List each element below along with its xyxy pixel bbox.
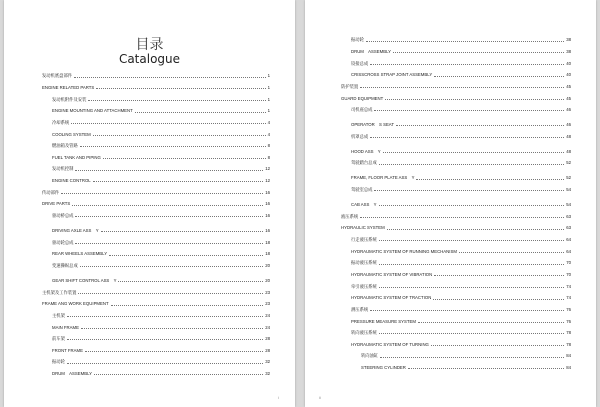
toc-entry-page: 70: [566, 260, 571, 266]
toc-entry[interactable]: [341, 266, 571, 278]
toc-entry-label: 牵引液压系统: [351, 283, 377, 289]
toc-leader-dots: [96, 88, 265, 89]
toc-entry[interactable]: [42, 295, 270, 307]
toc-entry-page: 24: [265, 312, 270, 318]
toc-entry[interactable]: [341, 359, 571, 371]
toc-list-right: [341, 31, 571, 370]
toc-entry-label: 铰接总成: [351, 60, 369, 66]
toc-leader-dots: [380, 357, 564, 358]
toc-leader-dots: [85, 351, 263, 352]
toc-leader-dots: [81, 328, 263, 329]
toc-entry-page: 63: [566, 213, 571, 219]
toc-leader-dots: [67, 363, 263, 364]
toc-entry-label: OPERATOR S SEAT: [351, 122, 394, 128]
toc-leader-dots: [459, 252, 564, 253]
toc-leader-dots: [416, 179, 564, 180]
toc-entry-label: 测压系统: [351, 306, 369, 312]
toc-entry[interactable]: [42, 67, 270, 79]
toc-leader-dots: [103, 158, 266, 159]
toc-entry-page: 16: [265, 201, 270, 207]
toc-entry-page: 28: [265, 347, 270, 353]
toc-leader-dots: [396, 125, 564, 126]
toc-leader-dots: [72, 205, 263, 206]
toc-entry[interactable]: [341, 43, 571, 55]
toc-entry[interactable]: [341, 166, 571, 181]
toc-entry-label: COOLING SYSTEM: [52, 131, 91, 137]
toc-entry-page: 12: [265, 166, 270, 172]
toc-leader-dots: [379, 240, 564, 241]
toc-entry[interactable]: [42, 183, 270, 195]
toc-leader-dots: [93, 181, 264, 182]
toc-leader-dots: [88, 100, 265, 101]
toc-entry-label: 传动部件: [42, 189, 60, 195]
toc-leader-dots: [101, 231, 264, 232]
toc-leader-dots: [111, 305, 264, 306]
toc-entry[interactable]: [42, 257, 270, 269]
toc-entry-page: 54: [566, 187, 571, 193]
toc-leader-dots: [75, 170, 263, 171]
toc-entry-page: 64: [566, 237, 571, 243]
toc-entry[interactable]: [42, 353, 270, 365]
toc-entry-label: FRAME, FLOOR PLATE ASS Y: [351, 175, 415, 181]
toc-leader-dots: [71, 123, 265, 124]
toc-entry[interactable]: [341, 154, 571, 166]
toc-entry[interactable]: [42, 125, 270, 137]
toc-entry-page: 76: [566, 318, 571, 324]
toc-entry[interactable]: [341, 231, 571, 243]
toc-leader-dots: [366, 41, 564, 42]
toc-entry-label: 机罩总成: [351, 133, 369, 139]
toc-entry[interactable]: [341, 192, 571, 207]
toc-entry-label: REAR WHEELS ASSEMBLY: [52, 251, 108, 257]
toc-entry-label: 司机座总成: [351, 107, 373, 113]
toc-entry[interactable]: [341, 66, 571, 78]
toc-leader-dots: [393, 52, 564, 53]
toc-entry-page: 63: [566, 225, 571, 231]
toc-entry-label: DRUM ASSEMBLY: [351, 48, 392, 54]
toc-entry-page: 45: [566, 83, 571, 89]
toc-entry-label: 振动液压系统: [351, 260, 377, 266]
toc-entry[interactable]: [42, 330, 270, 342]
toc-leader-dots: [78, 293, 263, 294]
toc-entry-page: 23: [265, 301, 270, 307]
toc-entry[interactable]: [341, 254, 571, 266]
page-number-right: ii: [319, 396, 321, 400]
toc-entry[interactable]: [42, 218, 270, 233]
toc-entry-page: 16: [265, 189, 270, 195]
toc-entry-label: 前车架: [52, 336, 65, 342]
toc-entry-page: 1: [267, 73, 270, 79]
toc-entry[interactable]: [42, 233, 270, 245]
toc-entry-page: 38: [566, 48, 571, 54]
toc-entry[interactable]: [341, 101, 571, 113]
toc-entry[interactable]: [42, 268, 270, 283]
toc-entry[interactable]: [341, 324, 571, 336]
catalogue-title-en: Catalogue: [118, 52, 181, 66]
toc-entry[interactable]: [42, 160, 270, 172]
toc-leader-dots: [75, 243, 263, 244]
toc-entry-label: FRAME ANG WORK EQUIPMENT: [42, 301, 109, 307]
toc-entry-label: PRESSURE MEASURE SYSTEM: [351, 318, 416, 324]
toc-entry[interactable]: [42, 90, 270, 102]
toc-entry-page: 1: [267, 108, 270, 114]
toc-leader-dots: [434, 275, 564, 276]
toc-leader-dots: [374, 190, 564, 191]
toc-entry[interactable]: [341, 242, 571, 254]
toc-entry-page: 48: [566, 133, 571, 139]
toc-entry-label: DRIVING AXLE ASS Y: [52, 228, 99, 234]
toc-leader-dots: [94, 374, 263, 375]
toc-entry[interactable]: [42, 318, 270, 330]
toc-entry-label: HYDRAULIC SYSTEM: [341, 225, 385, 231]
toc-entry-page: 76: [566, 306, 571, 312]
toc-entry-label: 发动机底盘部件: [42, 73, 73, 79]
toc-entry[interactable]: [42, 283, 270, 295]
toc-leader-dots: [370, 64, 564, 65]
toc-entry-label: 行走液压系统: [351, 237, 377, 243]
toc-entry-page: 8: [267, 143, 270, 149]
toc-leader-dots: [387, 229, 565, 230]
toc-entry-label: MAIN FRAME: [52, 324, 79, 330]
toc-leader-dots: [434, 76, 564, 77]
toc-entry[interactable]: [341, 127, 571, 139]
toc-entry-page: 45: [566, 95, 571, 101]
toc-entry[interactable]: [341, 289, 571, 301]
toc-entry[interactable]: [42, 137, 270, 149]
toc-entry-label: FRONT FRAME: [52, 347, 83, 353]
toc-entry-page: 64: [566, 248, 571, 254]
toc-leader-dots: [360, 87, 564, 88]
toc-entry-label: GUARD EQUIPMENT: [341, 95, 384, 101]
toc-entry[interactable]: [341, 181, 571, 193]
toc-entry-label: 驾驶室总成: [351, 187, 373, 193]
toc-entry-label: CAB ASS Y: [351, 202, 377, 208]
toc-entry-label: 振动轮: [52, 359, 65, 365]
toc-entry-label: HYDRAUMATIC SYSTEM OF TRACTION: [351, 295, 432, 301]
toc-entry[interactable]: [42, 341, 270, 353]
toc-leader-dots: [433, 299, 564, 300]
toc-entry-label: HYDRAUMATIC SYSTEM OF VIBRATION: [351, 271, 433, 277]
toc-entry-page: 12: [265, 178, 270, 184]
toc-entry-label: 转向油缸: [361, 353, 379, 359]
toc-entry[interactable]: [42, 148, 270, 160]
toc-entry-label: 驱动轮总成: [52, 239, 74, 245]
toc-leader-dots: [74, 77, 266, 78]
toc-entry-page: 84: [566, 365, 571, 371]
toc-entry-page: 20: [265, 277, 270, 283]
toc-leader-dots: [379, 264, 564, 265]
toc-leader-dots: [383, 152, 565, 153]
toc-leader-dots: [93, 135, 266, 136]
toc-leader-dots: [67, 339, 263, 340]
toc-entry-page: 46: [566, 107, 571, 113]
toc-entry-page: 1: [267, 84, 270, 90]
toc-entry-page: 28: [265, 336, 270, 342]
left-page: [4, 0, 295, 407]
toc-entry-page: 84: [566, 353, 571, 359]
toc-entry-page: 78: [566, 330, 571, 336]
toc-entry[interactable]: [42, 307, 270, 319]
toc-entry[interactable]: [42, 102, 270, 114]
toc-entry-label: 发动机控制: [52, 166, 74, 172]
toc-entry-label: FUEL TANK AND PIPING: [52, 154, 101, 160]
toc-entry[interactable]: [341, 78, 571, 90]
toc-entry-label: 冷却系统: [52, 119, 70, 125]
toc-entry-label: 驱动桥总成: [52, 213, 74, 219]
toc-leader-dots: [374, 110, 564, 111]
toc-leader-dots: [408, 368, 564, 369]
toc-entry-page: 24: [265, 324, 270, 330]
toc-entry-page: 70: [566, 271, 571, 277]
toc-leader-dots: [67, 316, 263, 317]
toc-entry-page: 20: [265, 262, 270, 268]
toc-entry-page: 52: [566, 160, 571, 166]
toc-entry-page: 18: [265, 251, 270, 257]
toc-leader-dots: [379, 205, 565, 206]
page-number-left: i: [278, 396, 279, 400]
toc-leader-dots: [385, 99, 564, 100]
toc-entry-page: 32: [265, 359, 270, 365]
toc-leader-dots: [431, 345, 564, 346]
toc-entry-label: ENGINE RELATED PARTS: [42, 84, 95, 90]
toc-entry[interactable]: [42, 172, 270, 184]
toc-entry[interactable]: [341, 312, 571, 324]
toc-leader-dots: [370, 137, 564, 138]
toc-entry[interactable]: [341, 219, 571, 231]
toc-entry-label: 液压系统: [341, 213, 359, 219]
toc-entry[interactable]: [341, 301, 571, 313]
toc-entry[interactable]: [42, 114, 270, 126]
toc-entry[interactable]: [42, 195, 270, 207]
toc-entry[interactable]: [341, 277, 571, 289]
toc-entry[interactable]: [341, 347, 571, 359]
toc-entry-page: 78: [566, 341, 571, 347]
toc-entry-label: ENGINE MOUNTING AND ATTACHMENT: [52, 108, 133, 114]
toc-entry-label: HYDRAUMATIC SYSTEM OF RUNNING MECHANISM: [351, 248, 457, 254]
toc-entry-page: 16: [265, 213, 270, 219]
toc-entry-page: 4: [267, 119, 270, 125]
toc-entry-page: 16: [265, 228, 270, 234]
toc-entry-page: 8: [267, 154, 270, 160]
toc-entry[interactable]: [341, 335, 571, 347]
toc-entry-label: HYDRAUMATIC SYSTEM OF TURNING: [351, 341, 429, 347]
toc-leader-dots: [379, 164, 564, 165]
toc-leader-dots: [379, 287, 564, 288]
toc-entry-label: HOOD ASS Y: [351, 148, 381, 154]
toc-entry-page: 23: [265, 289, 270, 295]
toc-entry[interactable]: [42, 245, 270, 257]
toc-entry[interactable]: [42, 79, 270, 91]
toc-entry[interactable]: [341, 89, 571, 101]
toc-entry-label: STEERING CYLINDER: [361, 365, 406, 371]
toc-entry-label: GEAR SHIFT CONTROL ASS Y: [52, 277, 117, 283]
toc-entry-page: 54: [566, 202, 571, 208]
toc-entry-page: 52: [566, 175, 571, 181]
toc-list-left: [42, 67, 270, 376]
toc-entry-label: 发动机附件及安装: [52, 96, 87, 102]
toc-entry-page: 4: [267, 131, 270, 137]
toc-leader-dots: [135, 112, 266, 113]
toc-entry-label: ENGINE CONTROL: [52, 178, 91, 184]
toc-entry-label: CRISSCROSS STRAP JOINT ASSEMBLY: [351, 72, 433, 78]
toc-leader-dots: [418, 322, 564, 323]
toc-leader-dots: [80, 266, 263, 267]
toc-entry-page: 40: [566, 60, 571, 66]
toc-entry-page: 18: [265, 239, 270, 245]
toc-leader-dots: [379, 333, 564, 334]
toc-entry-label: 变速操纵总成: [52, 262, 78, 268]
toc-entry-page: 46: [566, 122, 571, 128]
toc-entry-page: 32: [265, 371, 270, 377]
toc-leader-dots: [80, 146, 266, 147]
toc-entry[interactable]: [42, 207, 270, 219]
toc-leader-dots: [61, 193, 263, 194]
toc-entry-label: 驾驶踏台总成: [351, 160, 377, 166]
toc-entry-page: 40: [566, 72, 571, 78]
toc-entry-label: 振动轮: [351, 37, 364, 43]
toc-entry-page: 74: [566, 295, 571, 301]
toc-entry[interactable]: [341, 31, 571, 43]
toc-entry-label: 主机架及工作装置: [42, 289, 77, 295]
toc-entry-label: 主机架: [52, 312, 65, 318]
toc-entry[interactable]: [341, 139, 571, 154]
toc-entry[interactable]: [42, 365, 270, 377]
toc-entry-page: 38: [566, 37, 571, 43]
catalogue-title-cn: 目录: [135, 37, 164, 53]
toc-entry-page: 48: [566, 148, 571, 154]
toc-leader-dots: [360, 217, 564, 218]
toc-leader-dots: [109, 255, 263, 256]
toc-entry-label: 燃油箱及管路: [52, 143, 78, 149]
toc-entry-label: 转向液压系统: [351, 330, 377, 336]
toc-entry-label: 防护装置: [341, 83, 359, 89]
right-page: [305, 0, 596, 407]
toc-leader-dots: [118, 281, 263, 282]
toc-entry[interactable]: [341, 54, 571, 66]
toc-entry-label: DRIVE PARTS: [42, 201, 71, 207]
toc-entry-page: 1: [267, 96, 270, 102]
toc-entry[interactable]: [341, 207, 571, 219]
toc-entry-label: DRUM ASSEMBLY: [52, 371, 93, 377]
toc-leader-dots: [370, 310, 564, 311]
toc-entry-page: 74: [566, 283, 571, 289]
toc-entry[interactable]: [341, 112, 571, 127]
toc-leader-dots: [75, 216, 263, 217]
